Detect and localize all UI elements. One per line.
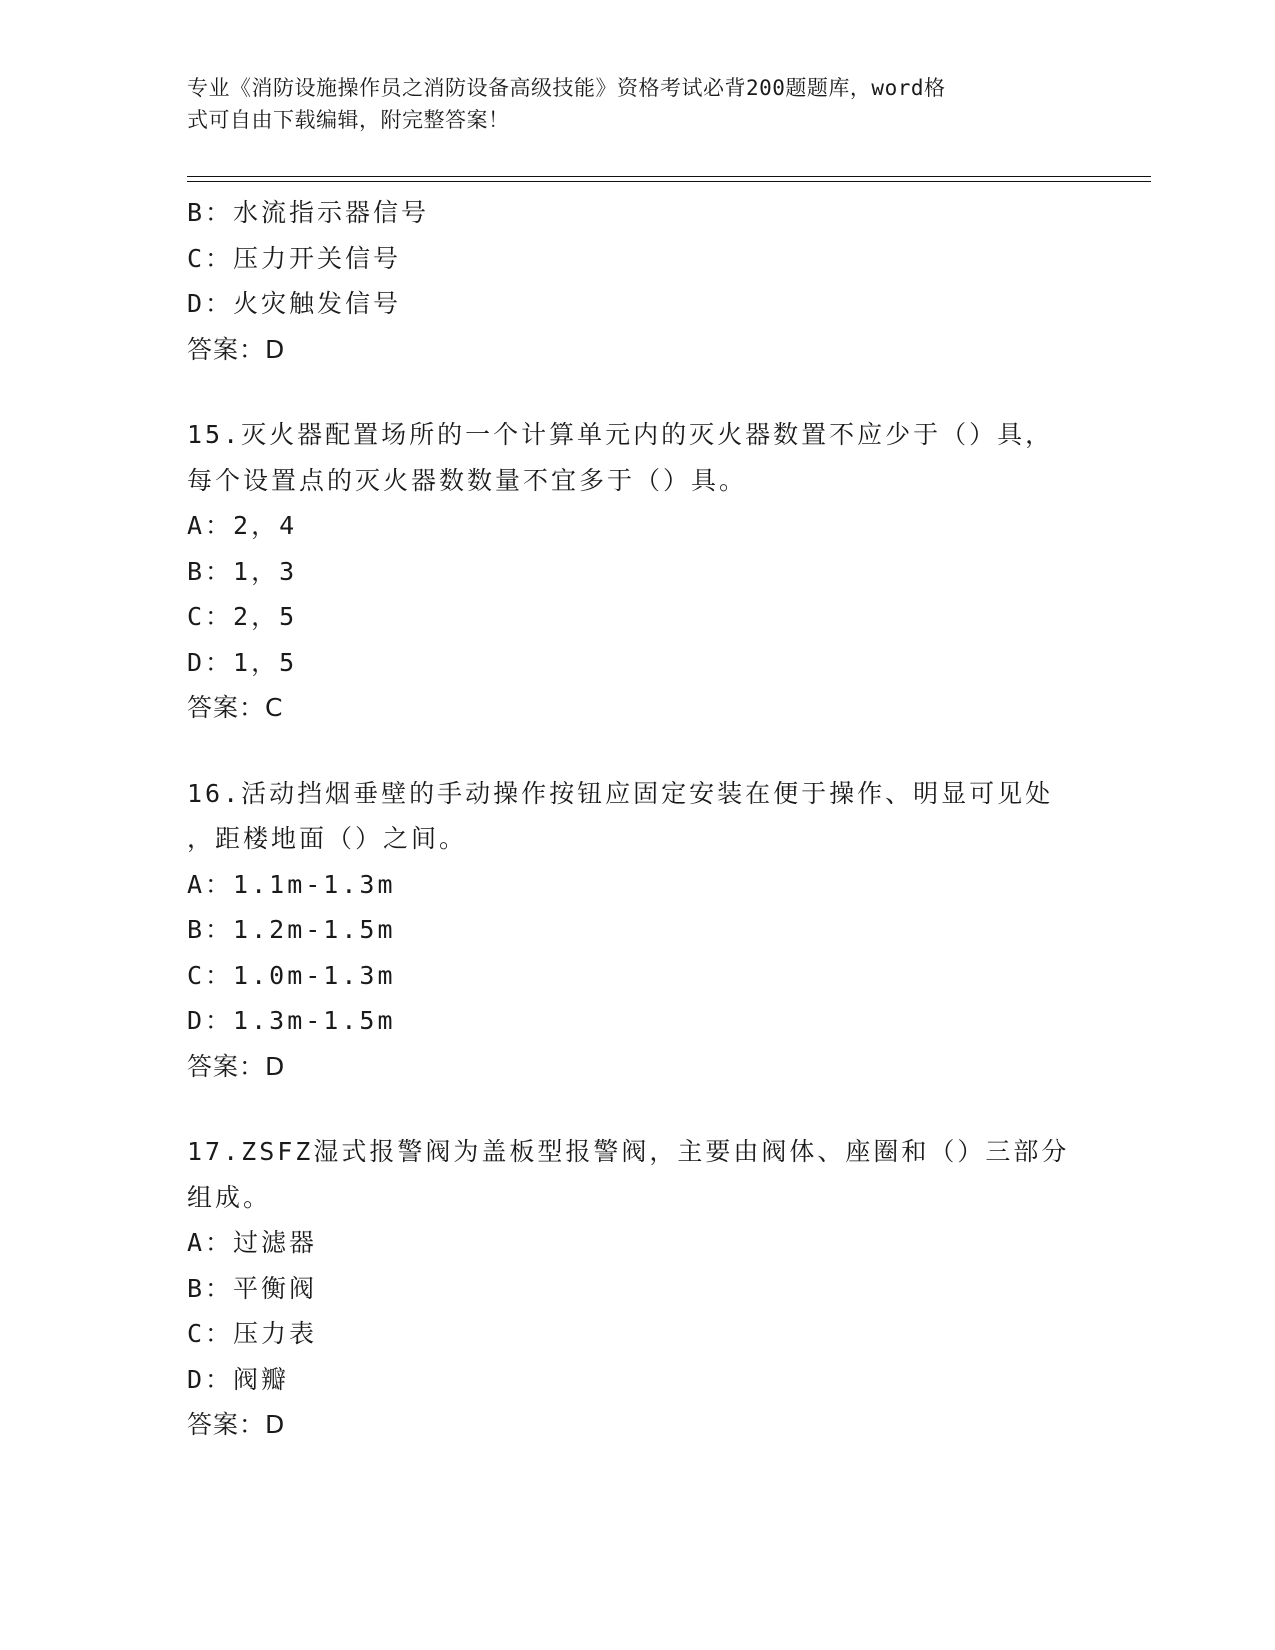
option-c: C：压力开关信号	[187, 243, 402, 273]
header-line-2: 式可自由下载编辑，附完整答案！	[187, 108, 510, 132]
option-d: D：1.3m-1.5m	[187, 1006, 396, 1035]
question-stem-line: 15.灭火器配置场所的一个计算单元内的灭火器数置不应少于（）具，	[187, 420, 1054, 449]
question-17	[187, 1129, 1087, 1448]
question-stem-line: 组成。	[187, 1182, 272, 1212]
header-line-1: 专业《消防设施操作员之消防设备高级技能》资格考试必背200题题库，word格	[187, 76, 946, 100]
answer-line: 答案：C	[187, 693, 284, 722]
question-stem-line: 17.ZSFZ湿式报警阀为盖板型报警阀，主要由阀体、座圈和（）三部分	[187, 1137, 1070, 1166]
answer-line: 答案：D	[187, 334, 286, 364]
option-b: B：水流指示器信号	[187, 198, 430, 227]
option-b: B：平衡阀	[187, 1273, 318, 1303]
option-d: D：阀瓣	[187, 1364, 290, 1394]
option-c: C：压力表	[187, 1319, 318, 1348]
option-b: B：1.2m-1.5m	[187, 915, 396, 944]
question-15	[187, 412, 1087, 731]
option-a: A：1.1m-1.3m	[187, 869, 396, 899]
header-divider-top	[187, 176, 1151, 177]
question-16	[187, 771, 1087, 1090]
option-b: B：1，3	[187, 556, 298, 586]
question-content	[187, 190, 1087, 1448]
question-partial	[187, 190, 1087, 372]
answer-line: 答案：D	[187, 1051, 286, 1081]
option-c: C：1.0m-1.3m	[187, 960, 396, 990]
option-a: A：过滤器	[187, 1228, 318, 1257]
option-d: D：1，5	[187, 647, 298, 677]
page-header	[187, 72, 1087, 136]
question-stem-line: ，距楼地面（）之间。	[187, 824, 468, 853]
question-stem-line: 每个设置点的灭火器数数量不宜多于（）具。	[187, 465, 748, 495]
option-a: A：2，4	[187, 511, 298, 540]
answer-line: 答案：D	[187, 1410, 286, 1439]
option-c: C：2，5	[187, 602, 298, 631]
question-stem-line: 16.活动挡烟垂壁的手动操作按钮应固定安装在便于操作、明显可见处	[187, 778, 1054, 808]
option-d: D：火灾触发信号	[187, 289, 402, 318]
header-divider-bottom	[187, 181, 1151, 182]
